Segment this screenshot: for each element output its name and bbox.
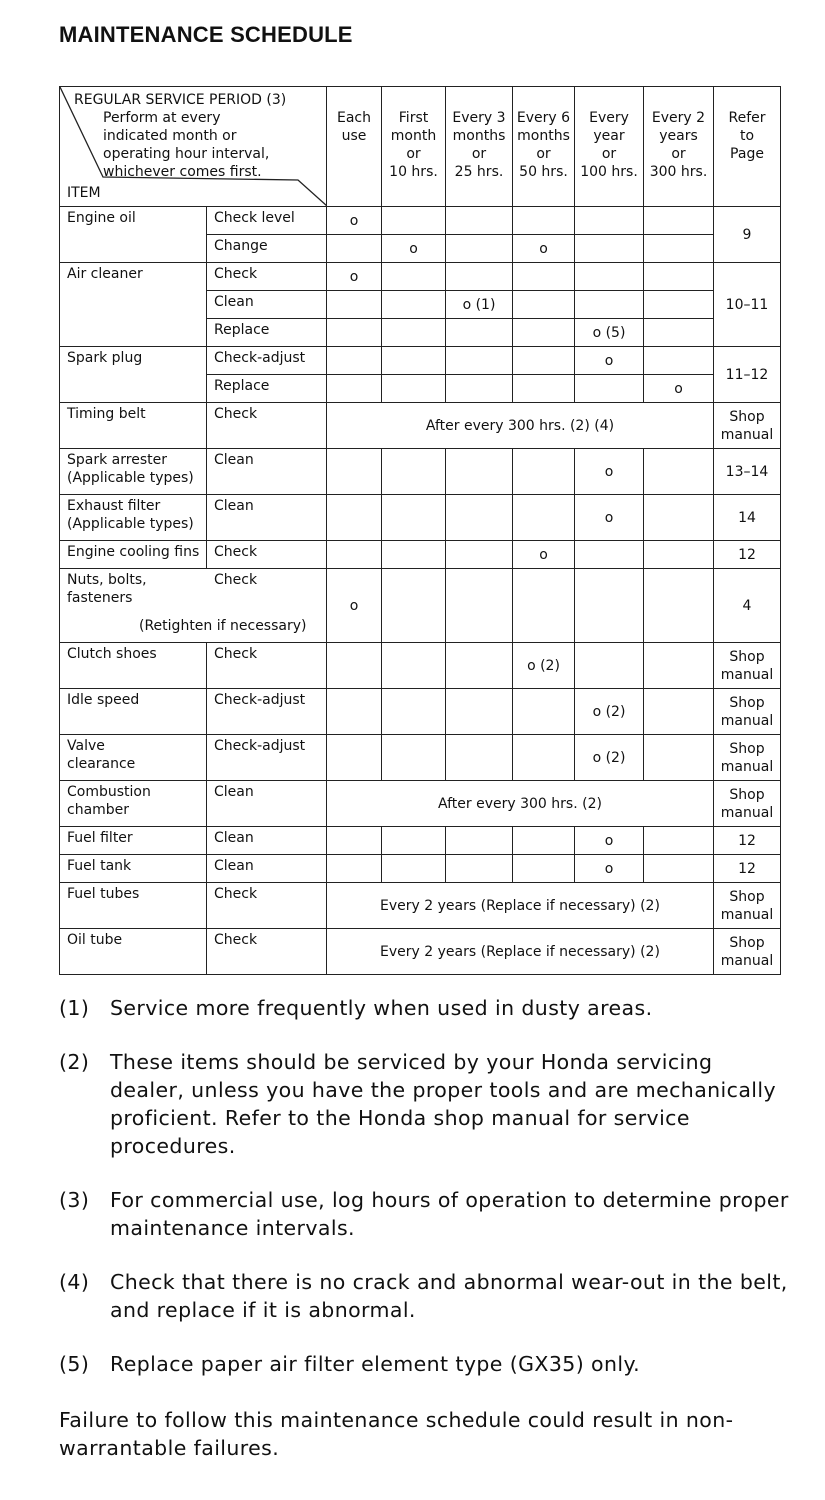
closing-warning: Failure to follow this maintenance schedule could result in non-warrantable failures. [59, 1408, 734, 1460]
mark: o (1) [446, 291, 513, 319]
period-title: REGULAR SERVICE PERIOD (3) [74, 92, 287, 108]
ref-page: Shop manual [714, 883, 781, 929]
ref-page: 11–12 [714, 347, 781, 403]
mark: o [382, 235, 446, 263]
item-name: Timing belt [60, 403, 207, 449]
item-name: Spark arrester (Applicable types) [60, 449, 207, 495]
footnote-text: For commercial use, log hours of operation to determine proper maintenance intervals. [110, 1188, 789, 1240]
interval-note: After every 300 hrs. (2) (4) [327, 403, 714, 449]
period-description: Perform at every indicated month or operating hour interval, whichever comes first. [103, 110, 270, 180]
table-row [60, 855, 781, 883]
action: Check [214, 572, 258, 588]
footnote [59, 1350, 789, 1378]
action: Check [207, 403, 327, 449]
table-row [60, 263, 781, 291]
table-row [60, 781, 781, 827]
ref-page: 9 [714, 207, 781, 263]
item-name: Clutch shoes [60, 643, 207, 689]
col-every-year: Every year or 100 hrs. [575, 87, 644, 207]
item-name: Oil tube [60, 929, 207, 975]
item-name: Idle speed [60, 689, 207, 735]
mark: o (5) [575, 319, 644, 347]
footnote-number: (3) [59, 1188, 90, 1212]
table-row [60, 929, 781, 975]
footnote [59, 1268, 789, 1324]
action: Clean [207, 827, 327, 855]
col-every-3-months: Every 3 months or 25 hrs. [446, 87, 513, 207]
mark: o [575, 347, 644, 375]
table-row [60, 495, 781, 541]
action: Replace [207, 375, 327, 403]
item-name: Engine oil [60, 207, 207, 263]
action: Replace [207, 319, 327, 347]
action: Check [207, 541, 327, 569]
retighten-note: (Retighten if necessary) [139, 618, 307, 634]
action: Check-adjust [207, 347, 327, 375]
col-every-2-years: Every 2 years or 300 hrs. [644, 87, 714, 207]
item-column-label: ITEM [67, 185, 101, 201]
action: Clean [207, 781, 327, 827]
table-row [60, 883, 781, 929]
action: Clean [207, 855, 327, 883]
mark: o [327, 263, 382, 291]
mark: o [327, 207, 382, 235]
action: Check [207, 929, 327, 975]
page-title: MAINTENANCE SCHEDULE [59, 22, 353, 47]
footnote-text: These items should be serviced by your Honda servicing dealer, unless you have the proper tools and are mechanically proficient. Refer to the Honda shop manual for service procedures. [110, 1050, 777, 1158]
item-name: Air cleaner [60, 263, 207, 347]
mark: o [513, 541, 575, 569]
mark: o [575, 495, 644, 541]
table-row [60, 827, 781, 855]
table-row [60, 643, 781, 689]
item-name: Exhaust filter (Applicable types) [60, 495, 207, 541]
mark: o [513, 235, 575, 263]
service-period-header [60, 87, 327, 207]
action: Clean [207, 495, 327, 541]
table-row [60, 735, 781, 781]
mark: o [327, 569, 382, 643]
action: Check [207, 883, 327, 929]
header-row [60, 87, 781, 207]
table-row [60, 207, 781, 235]
ref-page: Shop manual [714, 929, 781, 975]
item-name: Spark plug [60, 347, 207, 403]
table-row [60, 541, 781, 569]
mark: o (2) [575, 735, 644, 781]
col-refer-page: Refer to Page [714, 87, 781, 207]
mark: o [575, 449, 644, 495]
mark: o [644, 375, 714, 403]
interval-note: Every 2 years (Replace if necessary) (2) [327, 883, 714, 929]
mark: o [575, 855, 644, 883]
col-each-use: Each use [327, 87, 382, 207]
footnote-number: (5) [59, 1352, 90, 1376]
footnote-text: Service more frequently when used in dusty areas. [110, 996, 653, 1020]
footnote-text: Check that there is no crack and abnormal wear-out in the belt, and replace if it is abnormal. [110, 1270, 788, 1322]
ref-page: 4 [714, 569, 781, 643]
footnote-number: (4) [59, 1270, 90, 1294]
maintenance-schedule-table [59, 86, 781, 975]
action: Check-adjust [207, 735, 327, 781]
ref-page: 12 [714, 855, 781, 883]
ref-page: 12 [714, 827, 781, 855]
ref-page: Shop manual [714, 403, 781, 449]
table-row [60, 689, 781, 735]
ref-page: Shop manual [714, 735, 781, 781]
item-name: Engine cooling fins [60, 541, 207, 569]
item-name [60, 569, 327, 643]
footnote-text: Replace paper air filter element type (GX35) only. [110, 1352, 640, 1376]
footnote [59, 994, 789, 1022]
item-name: Fuel tubes [60, 883, 207, 929]
interval-note: After every 300 hrs. (2) [327, 781, 714, 827]
action: Clean [207, 449, 327, 495]
table-row [60, 569, 781, 643]
footnote [59, 1186, 789, 1242]
ref-page: 14 [714, 495, 781, 541]
ref-page: Shop manual [714, 643, 781, 689]
table-row [60, 449, 781, 495]
action: Check [207, 643, 327, 689]
item-name: Fuel tank [60, 855, 207, 883]
action: Check-adjust [207, 689, 327, 735]
item-name: Combustion chamber [60, 781, 207, 827]
mark: o (2) [575, 689, 644, 735]
footnotes [59, 994, 789, 1404]
item-name: Valve clearance [60, 735, 207, 781]
ref-page: Shop manual [714, 781, 781, 827]
ref-page: 10–11 [714, 263, 781, 347]
mark: o [575, 827, 644, 855]
mark: o (2) [513, 643, 575, 689]
ref-page: 12 [714, 541, 781, 569]
action: Check level [207, 207, 327, 235]
ref-page: 13–14 [714, 449, 781, 495]
action: Change [207, 235, 327, 263]
table-row [60, 403, 781, 449]
action: Clean [207, 291, 327, 319]
footnote [59, 1048, 789, 1160]
table-row [60, 347, 781, 375]
col-every-6-months: Every 6 months or 50 hrs. [513, 87, 575, 207]
footnote-number: (2) [59, 1050, 90, 1074]
footnote-number: (1) [59, 996, 90, 1020]
item-name: Fuel filter [60, 827, 207, 855]
interval-note: Every 2 years (Replace if necessary) (2) [327, 929, 714, 975]
item-label: Nuts, bolts, fasteners [67, 572, 147, 606]
ref-page: Shop manual [714, 689, 781, 735]
col-first-month: First month or 10 hrs. [382, 87, 446, 207]
action: Check [207, 263, 327, 291]
